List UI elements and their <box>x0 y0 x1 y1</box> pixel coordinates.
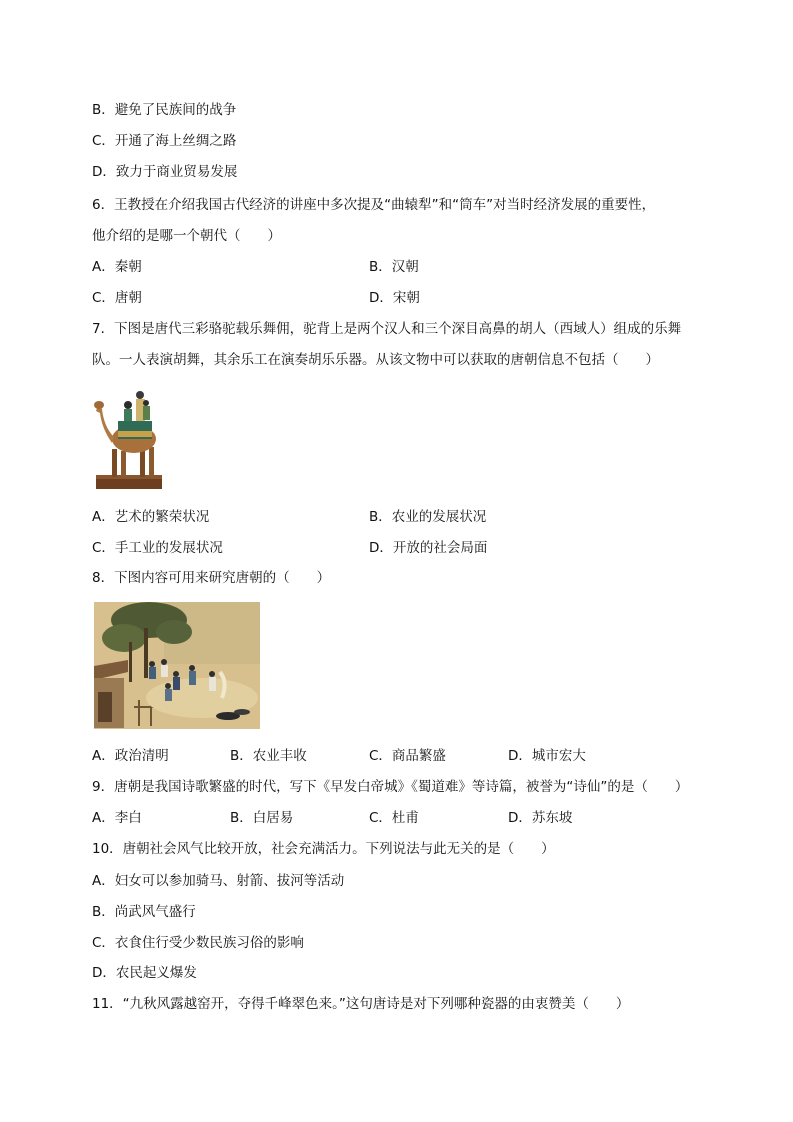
q6-option-d: D．宋朝 <box>369 290 420 306</box>
q6-option-a: A．秦朝 <box>92 259 142 275</box>
q10-option-d: D．农民起义爆发 <box>92 965 197 981</box>
harvest-painting-image <box>94 602 260 729</box>
q8-stem: 8．下图内容可用来研究唐朝的（ ） <box>92 570 331 586</box>
q9-option-c: C．杜甫 <box>369 810 419 826</box>
q7-stem-line1: 7．下图是唐代三彩骆驼载乐舞佣，驼背上是两个汉人和三个深目高鼻的胡人（西域人）组成的乐舞 <box>92 321 682 337</box>
q8-option-d: D．城市宏大 <box>508 748 586 764</box>
q10-option-b: B．尚武风气盛行 <box>92 904 196 920</box>
q5-option-c: C．开通了海上丝绸之路 <box>92 133 237 149</box>
q6-stem-line1: 6．王教授在介绍我国古代经济的讲座中多次提及“曲辕犁”和“筒车”对当时经济发展的重要性， <box>92 197 656 213</box>
q8-option-a: A．政治清明 <box>92 748 169 764</box>
q11-stem: 11．“九秋风露越窑开，夺得千峰翠色来。”这句唐诗是对下列哪种瓷器的由衷赞美（ ） <box>92 996 630 1012</box>
q9-option-a: A．李白 <box>92 810 142 826</box>
q5-option-b: B．避免了民族间的战争 <box>92 102 237 118</box>
q9-option-d: D．苏东坡 <box>508 810 573 826</box>
q7-option-a: A．艺术的繁荣状况 <box>92 509 210 525</box>
q7-option-b: B．农业的发展状况 <box>369 509 487 525</box>
q8-option-b: B．农业丰收 <box>230 748 307 764</box>
q9-stem: 9．唐朝是我国诗歌繁盛的时代，写下《早发白帝城》《蜀道难》等诗篇，被誉为“诗仙”的是（ ） <box>92 779 689 795</box>
q9-option-b: B．白居易 <box>230 810 294 826</box>
q7-stem-line2: 队。一人表演胡舞，其余乐工在演奏胡乐乐器。从该文物中可以获取的唐朝信息不包括（ ） <box>92 352 659 368</box>
q8-option-c: C．商品繁盛 <box>369 748 446 764</box>
q6-option-c: C．唐朝 <box>92 290 142 306</box>
q5-option-d: D．致力于商业贸易发展 <box>92 164 238 180</box>
camel-figurine-image <box>92 389 166 495</box>
q6-option-b: B．汉朝 <box>369 259 419 275</box>
q10-option-a: A．妇女可以参加骑马、射箭、拔河等活动 <box>92 873 345 889</box>
q10-stem: 10．唐朝社会风气比较开放，社会充满活力。下列说法与此无关的是（ ） <box>92 841 555 857</box>
q7-option-d: D．开放的社会局面 <box>369 540 488 556</box>
q6-stem-line2: 他介绍的是哪一个朝代（ ） <box>92 228 281 244</box>
q7-option-c: C．手工业的发展状况 <box>92 540 223 556</box>
q10-option-c: C．衣食住行受少数民族习俗的影响 <box>92 935 304 951</box>
